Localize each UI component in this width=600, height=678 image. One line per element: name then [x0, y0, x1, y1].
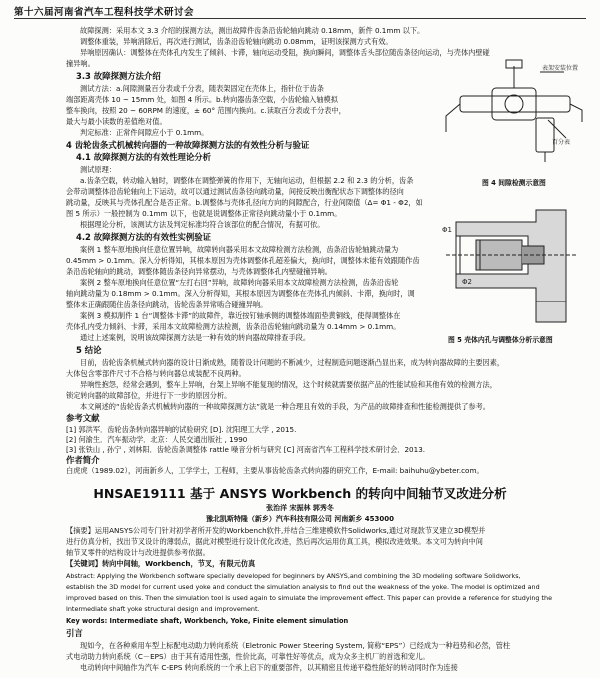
text-line: 跳动量，反映其与壳体孔配合是否正常。b.调整体与壳体孔径向方向的间隙配合，行业间隙值（Δ= Φ1 - Φ2，如: [66, 198, 423, 207]
figure-5-label: Φ2: [462, 278, 472, 286]
figure-4-label: 百分表: [552, 139, 571, 146]
text-line: a.齿条空载，转动输入轴时，调整体在调整弹簧的作用下，无轴向运动，但根据 2.2 和 2.3 的分析，齿条: [80, 176, 414, 185]
intro-line: 现如今，在各种乘用车型上标配电动助力转向系统（Eletronic Power Steering System, 简称“EPS”）已经成为一种趋势和必然，管柱: [80, 641, 511, 650]
text-line: 最大与最小读数的差值绝对值。: [66, 117, 167, 126]
abstract-en-line: Abstract: Applying the Workbench software specially developed for beginners by ANSYS,and combining the 3D modeling software Solidworks,: [66, 572, 521, 580]
intro-line: 式电动助力转向系统（C－EPS）由于其有适用性强，性价比高，可靠性好等优点，成为众多主机厂的首选和宠儿。: [66, 652, 430, 661]
text-line: 故障探测：采用本文 3.3 介绍的探测方法，测出故障件齿条沿齿轮轴向跳动 0.18mm，新件 0.1mm 以下。: [80, 26, 425, 35]
figure-4-diagram: [440, 58, 590, 176]
text-line: 撞异响。: [66, 59, 95, 68]
text-line: 案例 3 模拟制件 1 台“调整体卡滞”的故障件，靠近按钉轴承侧的调整体端面垫黄铜线，使得调整体在: [80, 311, 401, 320]
references-heading: 参考文献: [66, 413, 100, 423]
keywords-cn: 【关键词】转向中间轴，Workbench，节叉，有限元仿真: [66, 559, 256, 568]
paper-authors: 张治洋 宋振林 郭秀冬: [266, 504, 334, 512]
reference-item: [3] 张铁山 , 孙宁 , 刘林阳．齿轮齿条调整体 rattle 噪音分析与研究 [C] 河南省汽车工程科学技术研讨会．2013.: [66, 445, 426, 454]
text-line: 案例 2 整车原地换向任意位置“左打右回”异响，故障转向器采用本文故障检测方法检测，齿条沿齿轮: [80, 278, 399, 287]
text-line: 目前，齿轮齿条机械式转向器的设计日渐成熟，随着设计问题的不断减少，过程制造问题逐渐凸显出来，成为转向器故障的主要因素，: [80, 358, 505, 367]
text-line: 案例 1 整车原地换向任意位置异响，故障转向器采用本文故障检测方法检测，齿条沿齿轮轴跳动量为: [80, 245, 399, 254]
text-line: 判定标准：正常件间隙应小于 0.1mm。: [80, 128, 209, 137]
abstract-en-line: improved based on this. Then the simulation tool is used again to simulate the improvement effect. This paper can provide a reference for studying the: [66, 594, 552, 602]
text-line: 调整体重装，异响消除后，再次进行测试，齿条沿齿轮轴向跳动 0.08mm，证明该探测方式有效。: [80, 37, 393, 46]
author-intro-text: 白虎虎（1989.02），河南新乡人，工学学士，工程师，主要从事齿轮齿条式转向器的研究工作，E-mail: baihuhu@ybeter.com。: [66, 466, 484, 475]
text-line: 整体未正确跟随住齿条径向跳动，齿轮齿条异常啮合碰撞异响。: [66, 300, 268, 309]
running-header: 第十六届河南省汽车工程科技学术研讨会: [14, 7, 195, 18]
reference-item: [1] 郭洪军．齿轮齿条转向器异响的试验研究 [D]. 沈阳理工大学 , 2015.: [66, 425, 297, 434]
text-line: 壳体孔内受力倾斜、卡滞，采用本文故障检测方法检测，齿条沿齿轮轴向跳动量为 0.14mm > 0.1mm。: [66, 322, 401, 331]
text-line: 本文阐述的“齿轮齿条式机械转向器的一种故障探测方法”就是一种合理且有效的手段，为产品的故障排查和性能检测提供了参考。: [80, 402, 490, 411]
subsection-heading: 4.2 故障探测方法的有效性实例验证: [76, 232, 212, 242]
text-line: 通过上述案例，说明该故障探测方法是一种有效的转向器故障排查手段。: [80, 333, 311, 342]
author-intro-heading: 作者简介: [66, 455, 100, 465]
abstract-cn-line: 进行仿真分析，找出节叉设计的薄弱点，据此对模型进行设计优化改进，然后再次运用仿真工具，模拟改进效果。本文可为转向中间: [66, 537, 483, 546]
section-heading: 3.3 故障探测方法介绍: [76, 71, 161, 81]
figure-4-label: 表架安装位置: [542, 65, 579, 72]
abstract-en-line: establish the 3D model for current used yoke and conduct the simulation analysis to find out the weakness of the yoke. The model is optimized and: [66, 583, 540, 591]
paper-title: HNSAE19111 基于 ANSYS Workbench 的转向中间轴节叉改进分析: [93, 486, 507, 501]
text-line: 整车换向，按照 20 ~ 60RPM 的速度，± 60° 范围内换向。c.读取百分表或千分表中，: [66, 106, 346, 115]
paper-affiliation: 豫北凯斯特隆（新乡）汽车科技有限公司 河南新乡 453000: [205, 515, 395, 523]
section-heading: 5 结论: [76, 345, 102, 355]
abstract-en-line: Intermediate shaft yoke structural design and improvement.: [66, 605, 260, 613]
text-line: 测试方法：a.间隙测量百分表或千分表，随表架固定在壳体上，指针位于齿条: [80, 84, 324, 93]
text-line: 测试原理：: [80, 165, 116, 174]
text-line: 端部距离壳体 10 ~ 15mm 处，如图 4 所示。b.转向器齿条空载，小齿轮输入轴模拟: [66, 95, 338, 104]
figure-4-caption: 图 4 间隙检测示意图: [482, 179, 546, 187]
text-line: 大体包含零部件尺寸不合格与转向器总成装配不良两种。: [66, 369, 246, 378]
keywords-en: Key words: Intermediate shaft, Workbench, Yoke, Finite element simulation: [66, 617, 349, 625]
reference-item: [2] 何渝生．汽车振动学．北京：人民交通出版社 , 1990: [66, 435, 248, 444]
text-line: 0.45mm > 0.1mm。深入分析得知，其根本原因为壳体调整体孔超差偏大，换向时，调整体未能有效跟随作齿: [66, 256, 420, 265]
figure-5-label: Φ1: [442, 226, 452, 234]
text-line: 条沿齿轮轴向的跳动，调整体随齿条径向异常摆动，与壳体调整体孔内壁碰撞异响。: [66, 267, 332, 276]
abstract-cn-line: 轴节叉零件的结构设计与改进提供参考依据。: [66, 548, 210, 557]
text-line: 异响原因确认：调整体在壳体孔内发生了倾斜、卡滞，轴向运动受阻，换向瞬间，调整体舌头部位随齿条径向运动，与壳体内壁碰: [80, 48, 490, 57]
intro-heading: 引言: [66, 628, 83, 638]
text-line: 图 5 所示）一般控制为 0.1mm 以下，也就是说调整体正常径向跳动量小于 0.1mm。: [66, 209, 342, 218]
text-line: 根据理论分析，该测试方法及判定标准均符合该部位的配合情况，有据可依。: [80, 220, 325, 229]
figure-5-diagram: [436, 192, 590, 332]
header-rule: [14, 18, 586, 19]
section-heading: 4 齿轮齿条式机械转向器的一种故障探测方法的有效性分析与验证: [66, 140, 310, 150]
figure-5-caption: 图 5 壳体内孔与调整体分析示意图: [448, 336, 553, 344]
text-line: 锁定转向器的故障部位，并进行下一步的原因分析。: [66, 391, 232, 400]
intro-line: 电动转向中间轴作为汽车 C-EPS 转向系统的一个承上启下的重要部件，以其精密且传递平稳性能好的转动同时作为连接: [80, 663, 458, 672]
text-line: 异响性抱怨，经常会遇到，整车上异响，台架上异响不能复现的情况，这个时候就需要依据产品的性能试验和其他有效的检测方法，: [80, 380, 497, 389]
text-line: 轴向跳动量为 0.18mm > 0.1mm。深入分析得知，其根本原因为调整体在壳体孔内倾斜、卡滞，换向时，调: [66, 289, 415, 298]
subsection-heading: 4.1 故障探测方法的有效性理论分析: [76, 152, 212, 162]
text-line: 会带动调整体沿齿轮轴向上下运动，故可以通过测试齿条径向跳动量，间接反映出衡配状态下调整体的径向: [66, 187, 404, 196]
abstract-cn-line: 【摘要】运用ANSYS公司专门针对初学者所开发的Workbench软件,并结合三维建模软件Solidworks,通过对现款节叉建立3D模型并: [66, 526, 486, 535]
